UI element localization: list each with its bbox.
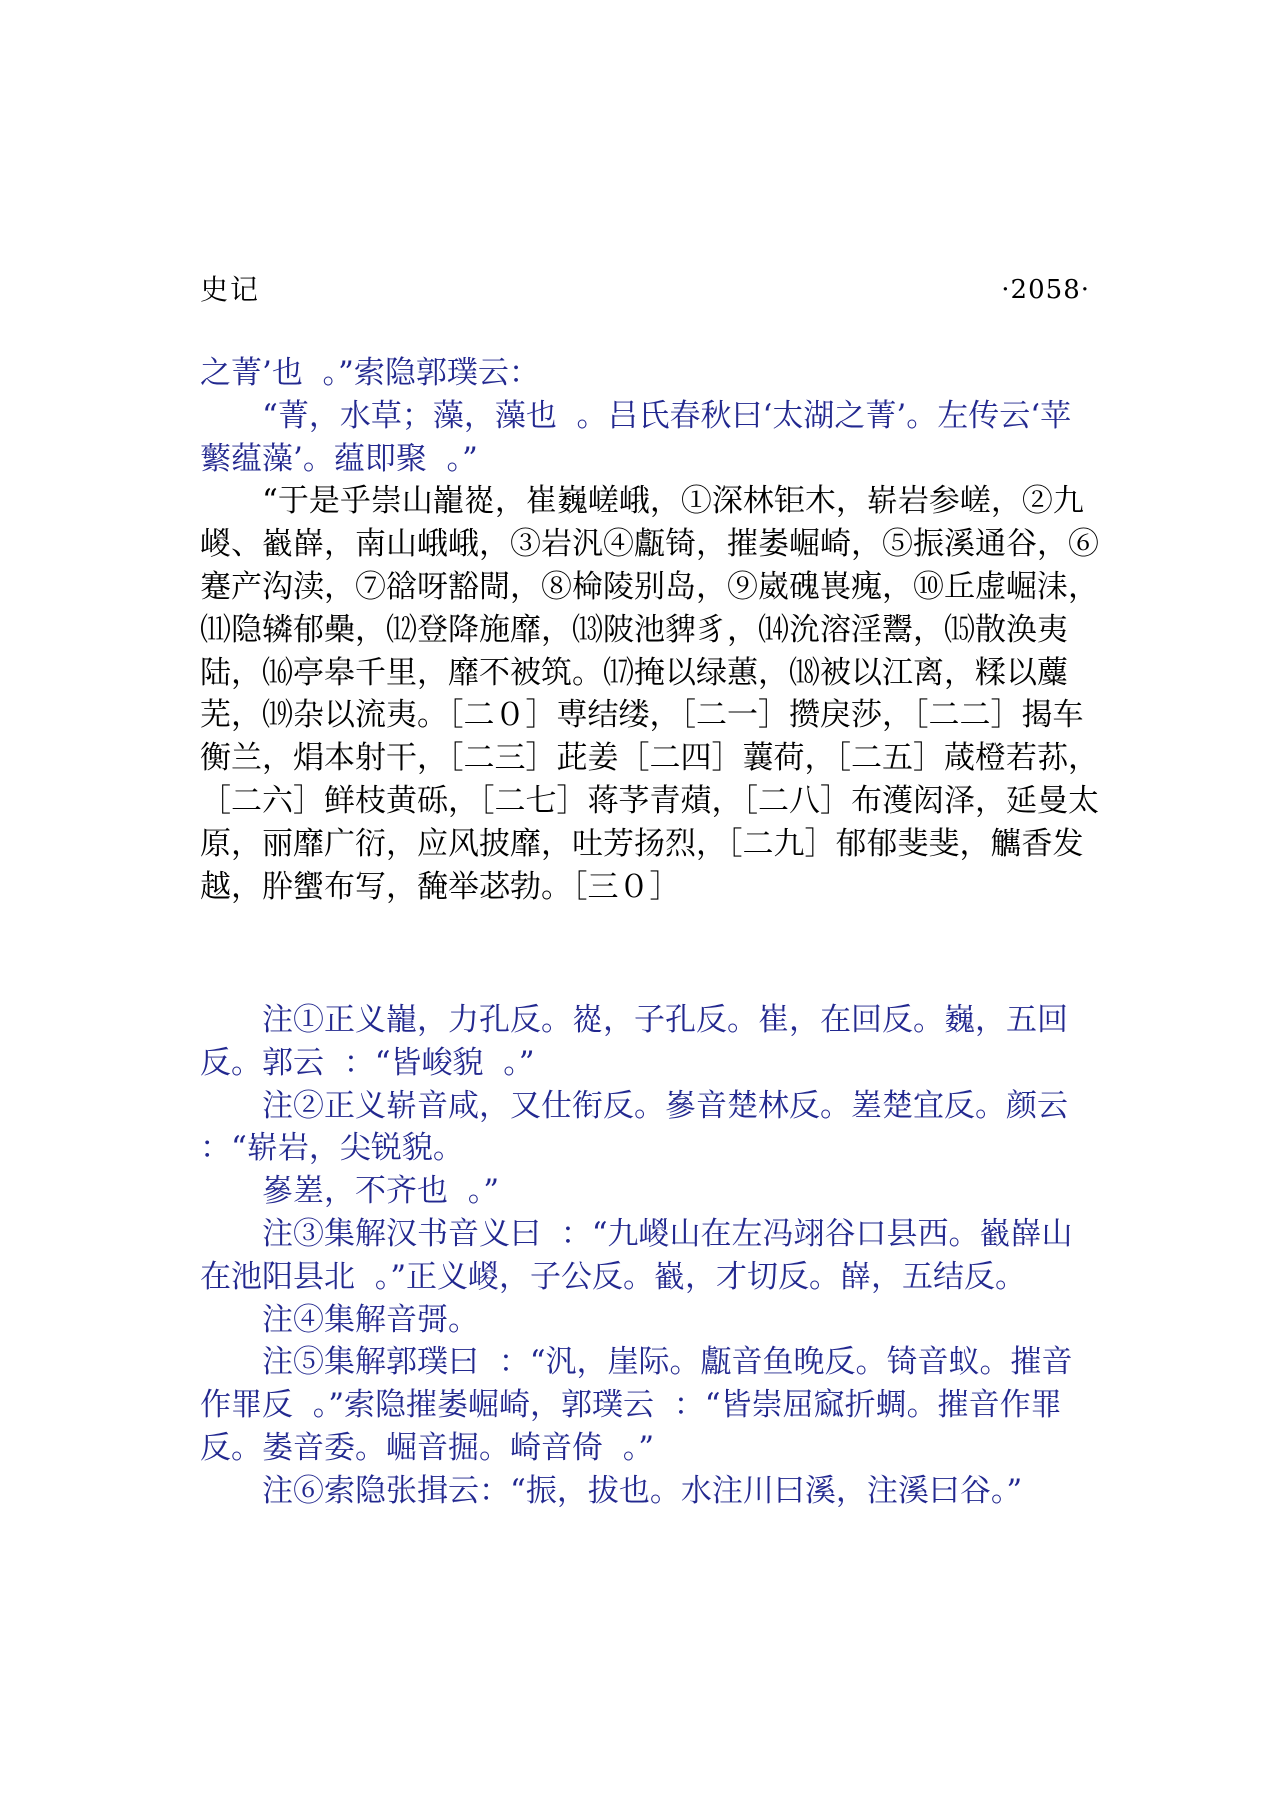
note-paragraph: 注②正义崭音咸，又仕衔反。嵾音楚林反。嵳楚宜反。颜云 ：“崭岩，尖锐貌。: [200, 1087, 1088, 1167]
page-number: ·2058·: [1001, 275, 1090, 305]
notes-section: [200, 999, 1100, 1513]
note-paragraph: 注①正义巃，力孔反。嵸，子孔反。崔，在回反。巍，五回反。郭云 ：“皆峻貌 。”: [200, 1002, 1068, 1081]
note-paragraph: 注④集解音彁。: [262, 1301, 479, 1338]
main-passage: “于是乎崇山巃嵸，崔巍嵯峨，①深林钜木，崭岩参嵯，②九嵕、巀嶭，南山峨峨，③岩汎④甗锜，摧崣崛崎，⑤振溪通谷，⑥蹇产沟渎，⑦谽呀豁閜，⑧椧陵别岛，⑨崴磈嵔瘣，⑩丘虚崛洡，⑾隐辚郁櫐，⑿登降施靡，⒀陂池貏豸，⒁沇溶淫鬻，⒂散涣夷陆，⒃亭皋千里，靡不被筑。⒄掩以绿蕙，⒅被以江离，糅以蘪芜，⒆杂以流夷。［二０］尃结缕，［二一］攒戾莎，［二二］揭车衡兰，焆本射干，［二三］茈姜［二四］蘘荷，［二五］葴橙若荪，［二六］鲜枝黄砾，［二七］蒋芧青薠，［二八］布濩闳泽，延曼太原，丽靡广衍，应风披靡，吐芳扬烈，［二九］郁郁斐斐，觽香发越，肸蠁布写，馣举苾勃。［三０］: [200, 483, 1099, 905]
commentary-quote: “菁，水草；藻，藻也 。吕氏春秋曰‘太湖之菁’。左传云‘苹蘩蕴藻’。蕴即聚 。”: [200, 397, 1072, 477]
note-paragraph: 嵾嵳，不齐也 。”: [262, 1173, 500, 1210]
page-header: [200, 270, 1090, 310]
commentary-continuation: 之菁’也 。”索隐郭璞云：: [200, 355, 540, 391]
note-paragraph: 注⑤集解郭璞曰 ：“汎，崖际。甗音鱼晚反。锜音蚁。摧音作罪反 。”索隐摧崣崛崎，郭璞云 ：“皆崇屈窳折蜩。摧音作罪反。崣音委。崛音掘。崎音倚 。”: [200, 1344, 1073, 1466]
book-title: 史记: [200, 273, 261, 306]
main-text: [200, 352, 1100, 908]
note-paragraph: 注⑥索隐张揖云：“振，拔也。水注川曰溪，注溪曰谷。”: [262, 1472, 1023, 1509]
note-paragraph: 注③集解汉书音义曰 ：“九嵕山在左冯翊谷口县西。巀嶭山在池阳县北 。”正义嵕，子公反。巀，才切反。嶭，五结反。: [200, 1215, 1073, 1295]
